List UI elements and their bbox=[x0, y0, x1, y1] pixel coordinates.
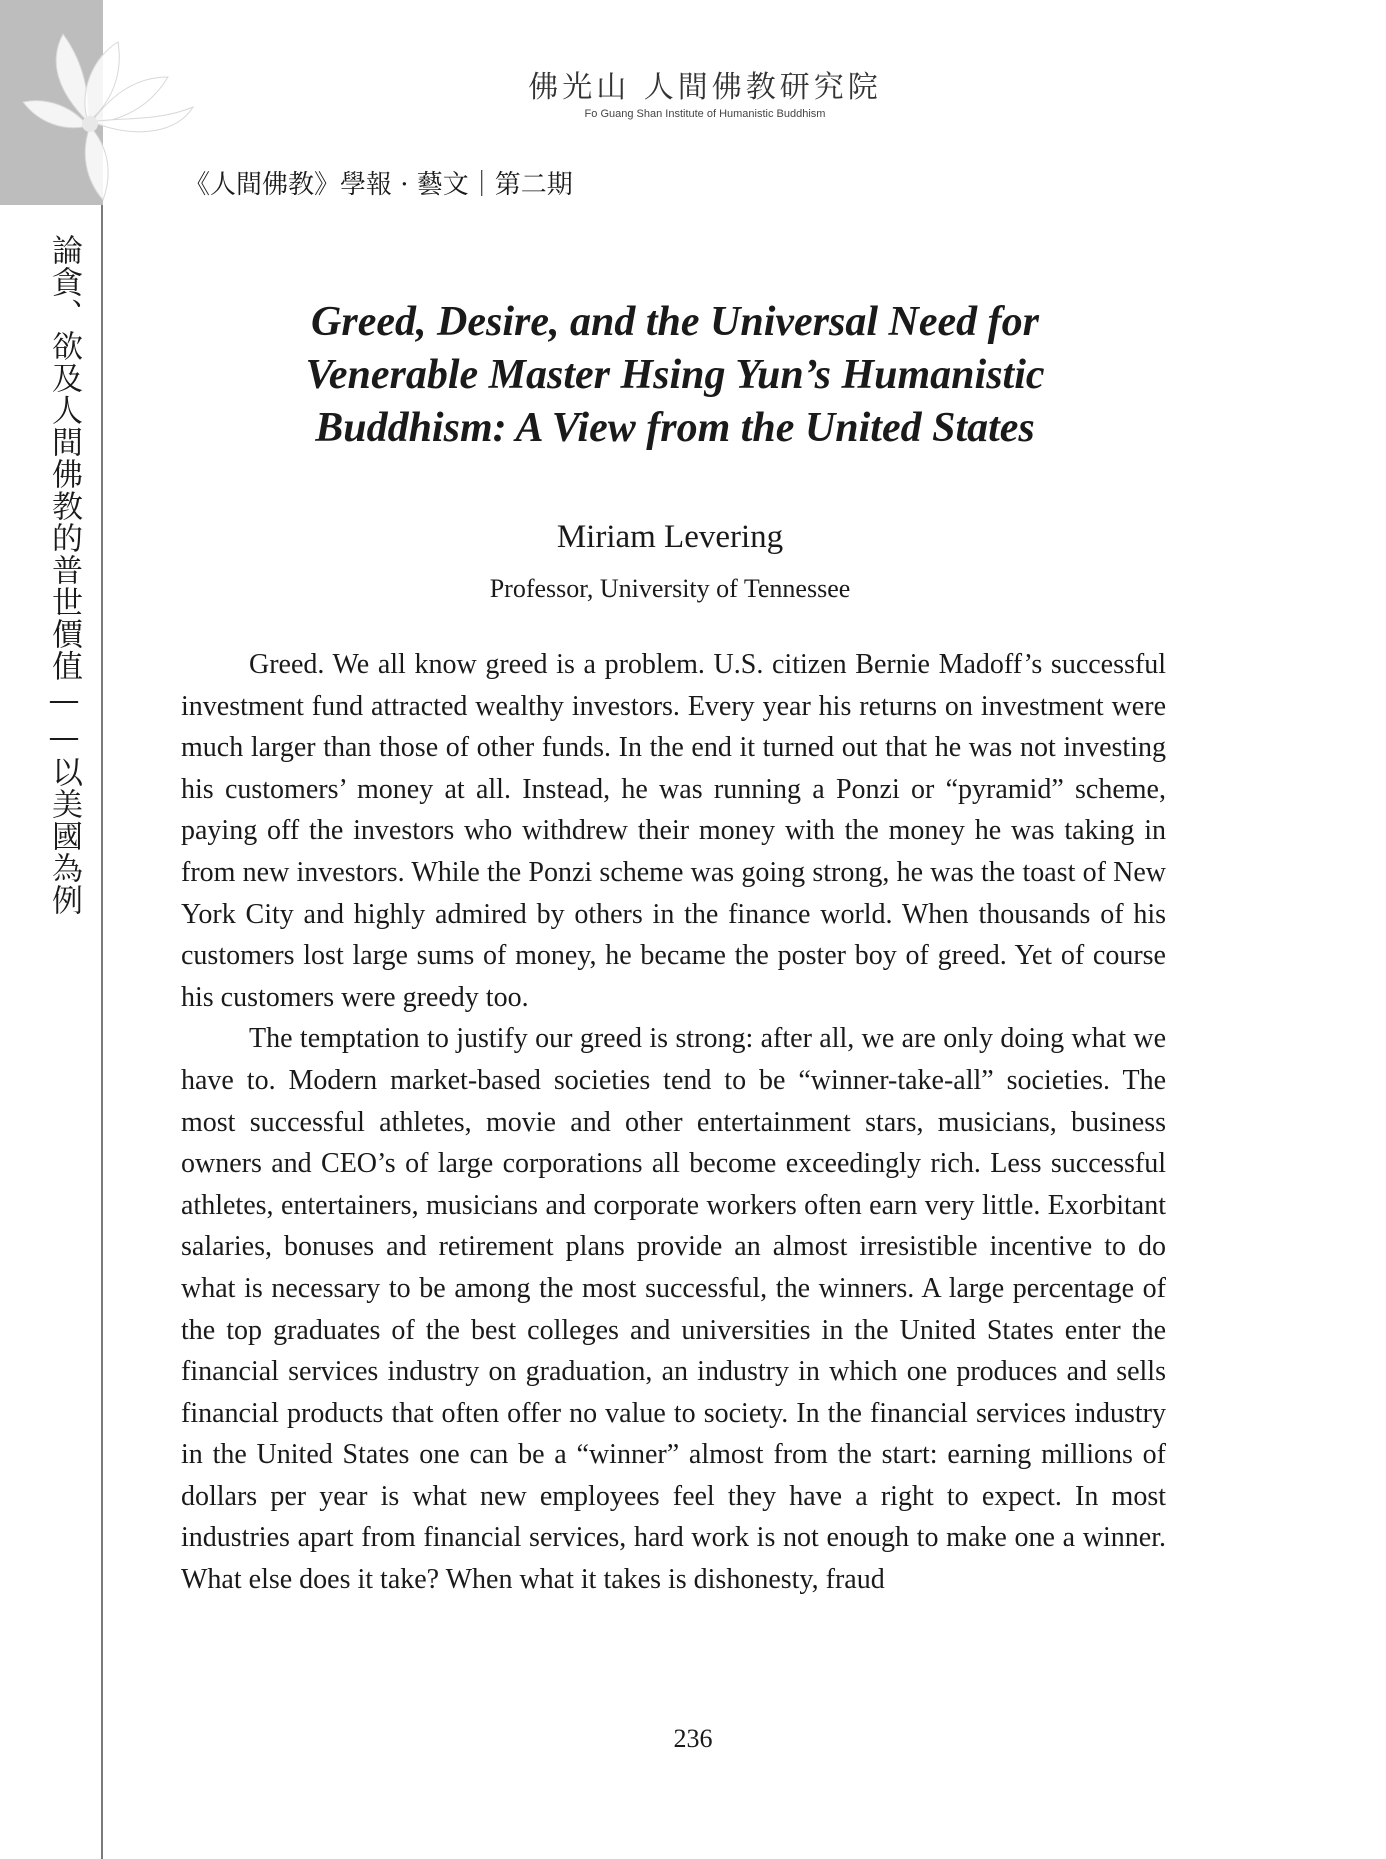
journal-running-header: 《人間佛教》學報 · 藝文｜第二期 bbox=[184, 170, 573, 200]
article-title: Greed, Desire, and the Universal Need for Venerable Master Hsing Yun’s Humanistic Buddhism: A View from the United States bbox=[305, 299, 1045, 451]
author-affiliation: Professor, University of Tennessee bbox=[489, 574, 851, 603]
institute-english-name: Fo Guang Shan Institute of Humanistic Buddhism bbox=[584, 108, 826, 120]
institute-header bbox=[480, 62, 930, 120]
page-number: 236 bbox=[673, 1724, 713, 1753]
body-paragraph: Greed. We all know greed is a problem. U.S. citizen Bernie Madoff’s successful investment fund attracted wealthy investors. Every year his returns on investment were much larger than those of other funds. In the end it turned out that he was not investing his customers’ money at all. Instead, he was running a Ponzi or “pyramid” scheme, paying off the investors who withdrew their money with the money he was taking in from new investors. While the Ponzi scheme was going strong, he was the toast of New York City and highly admired by others in the finance world. When thousands of his customers lost large sums of money, he became the poster boy of greed. Yet of course his customers were greedy too. bbox=[181, 649, 1166, 1013]
institute-name: 佛光山 人間佛教研究院 bbox=[528, 70, 882, 105]
article-body bbox=[181, 644, 1166, 1601]
vertical-chinese-title: 論貪、欲及人間佛教的普世價值——以美國為例 bbox=[46, 234, 82, 916]
author-name: Miriam Levering bbox=[556, 519, 784, 555]
lotus-flower-icon bbox=[18, 22, 208, 207]
body-paragraph: The temptation to justify our greed is strong: after all, we are only doing what we have to. Modern market-based societies tend to be “winner-take-all” societies. The most successful athletes, movie and other entertainment stars, musicians, business owners and CEO’s of large corporations all become exceedingly rich. Less successful athletes, entertainers, musicians and corporate workers often earn very little. Exorbitant salaries, bonuses and retirement plans provide an almost irresistible incentive to do what is necessary to be among the most successful, the winners. A large percentage of the top graduates of the best colleges and universities in the United States enter the financial services industry on graduation, an industry in which one produces and sells financial products that often offer no value to society. In the financial services industry in the United States one can be a “winner” almost from the start: earning millions of dollars per year is what new employees feel they have a right to expect. In most industries apart from financial services, hard work is not enough to make one a winner. What else does it take? When what it takes is dishonesty, fraud bbox=[181, 1023, 1166, 1596]
margin-rule bbox=[101, 205, 103, 1859]
